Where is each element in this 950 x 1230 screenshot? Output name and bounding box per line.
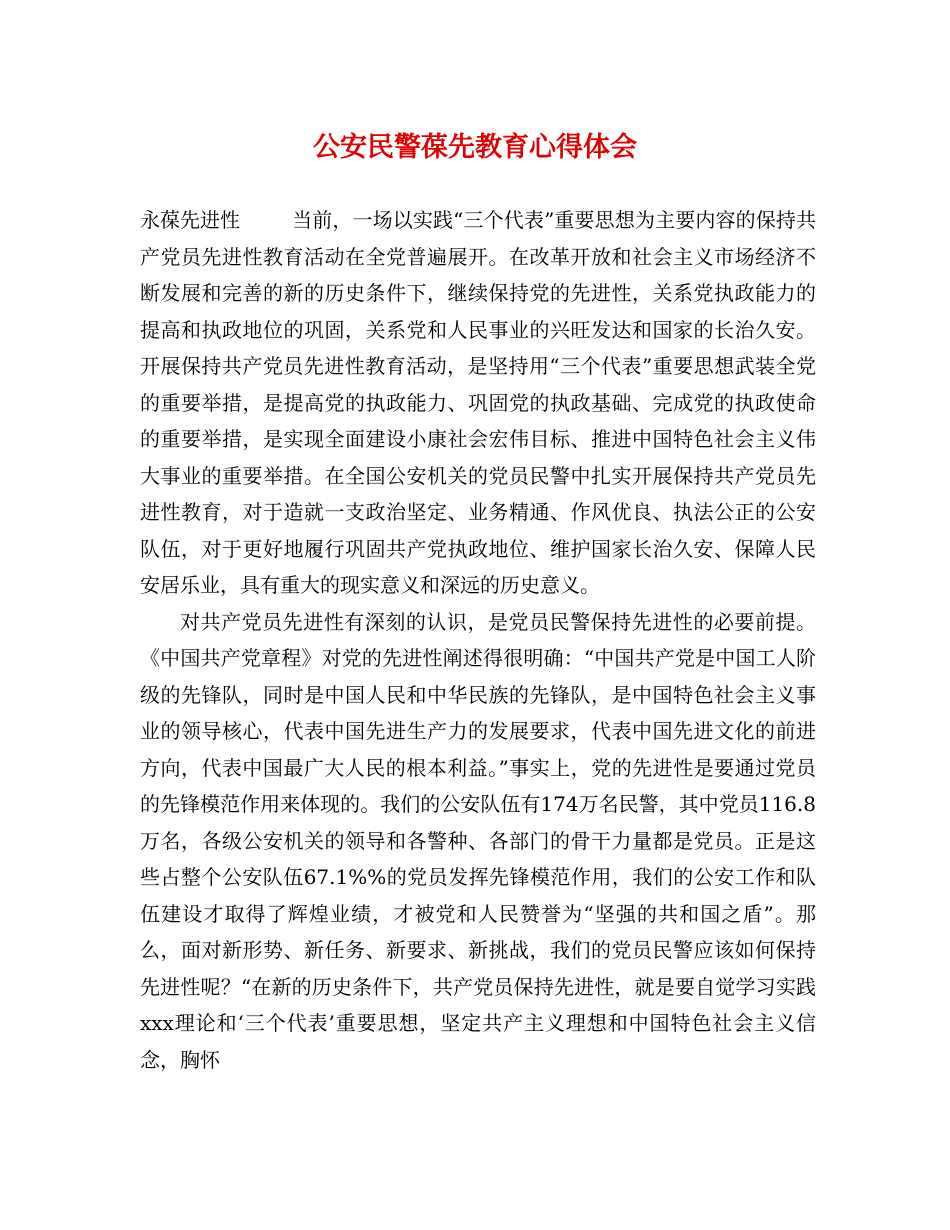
paragraph-1 (140, 202, 816, 604)
paragraph-2: 对共产党员先进性有深刻的认识，是党员民警保持先进性的必要前提。《中国共产党章程》对党的先进性阐述得很明确：“中国共产党是中国工人阶级的先锋队，同时是中国人民和中华民族的先锋队，是中国特色社会主义事业的领导核心，代表中国先进生产力的发展要求，代表中国先进文化的前进方向，代表中国最广大人民的根本利益。”事实上，党的先进性是要通过党员的先锋模范作用来体现的。我们的公安队伍有174万名民警，其中党员116.8万名，各级公安机关的领导和各警种、各部门的骨干力量都是党员。正是这些占整个公安队伍67.1%%的党员发挥先锋模范作用，我们的公安工作和队伍建设才取得了辉煌业绩，才被党和人民赞誉为“坚强的共和国之盾”。那么，面对新形势、新任务、新要求、新挑战，我们的党员民警应该如何保持先进性呢？“在新的历史条件下，共产党员保持先进性，就是要自觉学习实践xxx理论和‘三个代表’重要思想，坚定共产主义理想和中国特色社会主义信念，胸怀 (140, 609, 816, 1072)
lead-label: 永葆先进性 (140, 208, 240, 232)
document-title: 公安民警葆先教育心得体会 (313, 132, 637, 163)
document-body (140, 202, 816, 1078)
paragraph-1-text: 当前，一场以实践“三个代表”重要思想为主要内容的保持共产党员先进性教育活动在全党普遍展开。在改革开放和社会主义市场经济不断发展和完善的新的历史条件下，继续保持党的先进性，关系党执政能力的提高和执政地位的巩固，关系党和人民事业的兴旺发达和国家的长治久安。开展保持共产党员先进性教育活动，是坚持用“三个代表”重要思想武装全党的重要举措，是提高党的执政能力、巩固党的执政基础、完成党的执政使命的重要举措，是实现全面建设小康社会宏伟目标、推进中国特色社会主义伟大事业的重要举措。在全国公安机关的党员民警中扎实开展保持共产党员先进性教育，对于造就一支政治坚定、业务精通、作风优良、执法公正的公安队伍，对于更好地履行巩固共产党执政地位、维护国家长治久安、保障人民安居乐业，具有重大的现实意义和深远的历史意义。 (140, 208, 816, 597)
